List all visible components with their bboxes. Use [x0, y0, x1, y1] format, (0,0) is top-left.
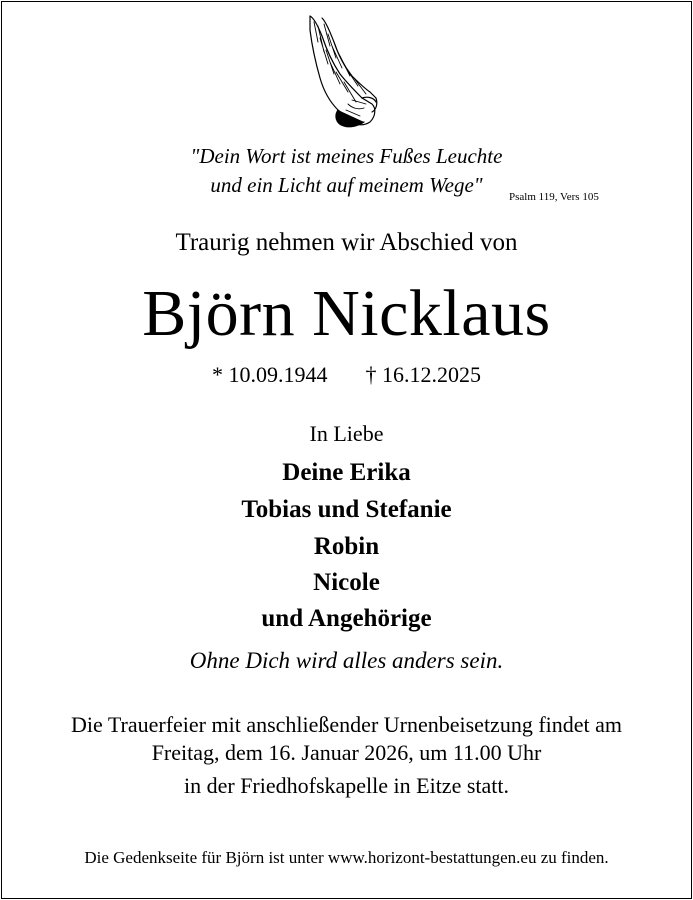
praying-hands-icon: [300, 12, 380, 130]
family-member: Nicole: [313, 569, 380, 596]
family-member: Robin: [313, 533, 380, 560]
quote-line-2: und ein Licht auf meinem Wege": [210, 173, 483, 197]
intro-text: Traurig nehmen wir Abschied von: [175, 229, 518, 256]
family-member: Tobias und Stefanie: [241, 496, 452, 523]
deceased-name: Björn Nicklaus: [142, 277, 551, 350]
ceremony-line-1: Die Trauerfeier mit anschließender Urnenbeisetzung findet am: [70, 712, 623, 737]
family-member: Deine Erika: [282, 459, 411, 486]
quote-source: Psalm 119, Vers 105: [509, 191, 599, 203]
in-love-label: In Liebe: [309, 421, 384, 446]
death-date: † 16.12.2025: [365, 362, 481, 387]
birth-date: * 10.09.1944: [212, 362, 328, 387]
ceremony-line-3: in der Friedhofskapelle in Eitze statt.: [183, 773, 509, 798]
ceremony-line-2: Freitag, dem 16. Januar 2026, um 11.00 Uhr: [151, 740, 542, 765]
memorial-page-note: Die Gedenkseite für Björn ist unter www.horizont-bestattungen.eu zu finden.: [84, 848, 609, 867]
family-member: und Angehörige: [261, 605, 432, 632]
quote-line-1: "Dein Wort ist meines Fußes Leuchte: [190, 144, 503, 168]
life-dates: [0, 362, 693, 388]
closing-line: Ohne Dich wird alles anders sein.: [189, 648, 504, 673]
